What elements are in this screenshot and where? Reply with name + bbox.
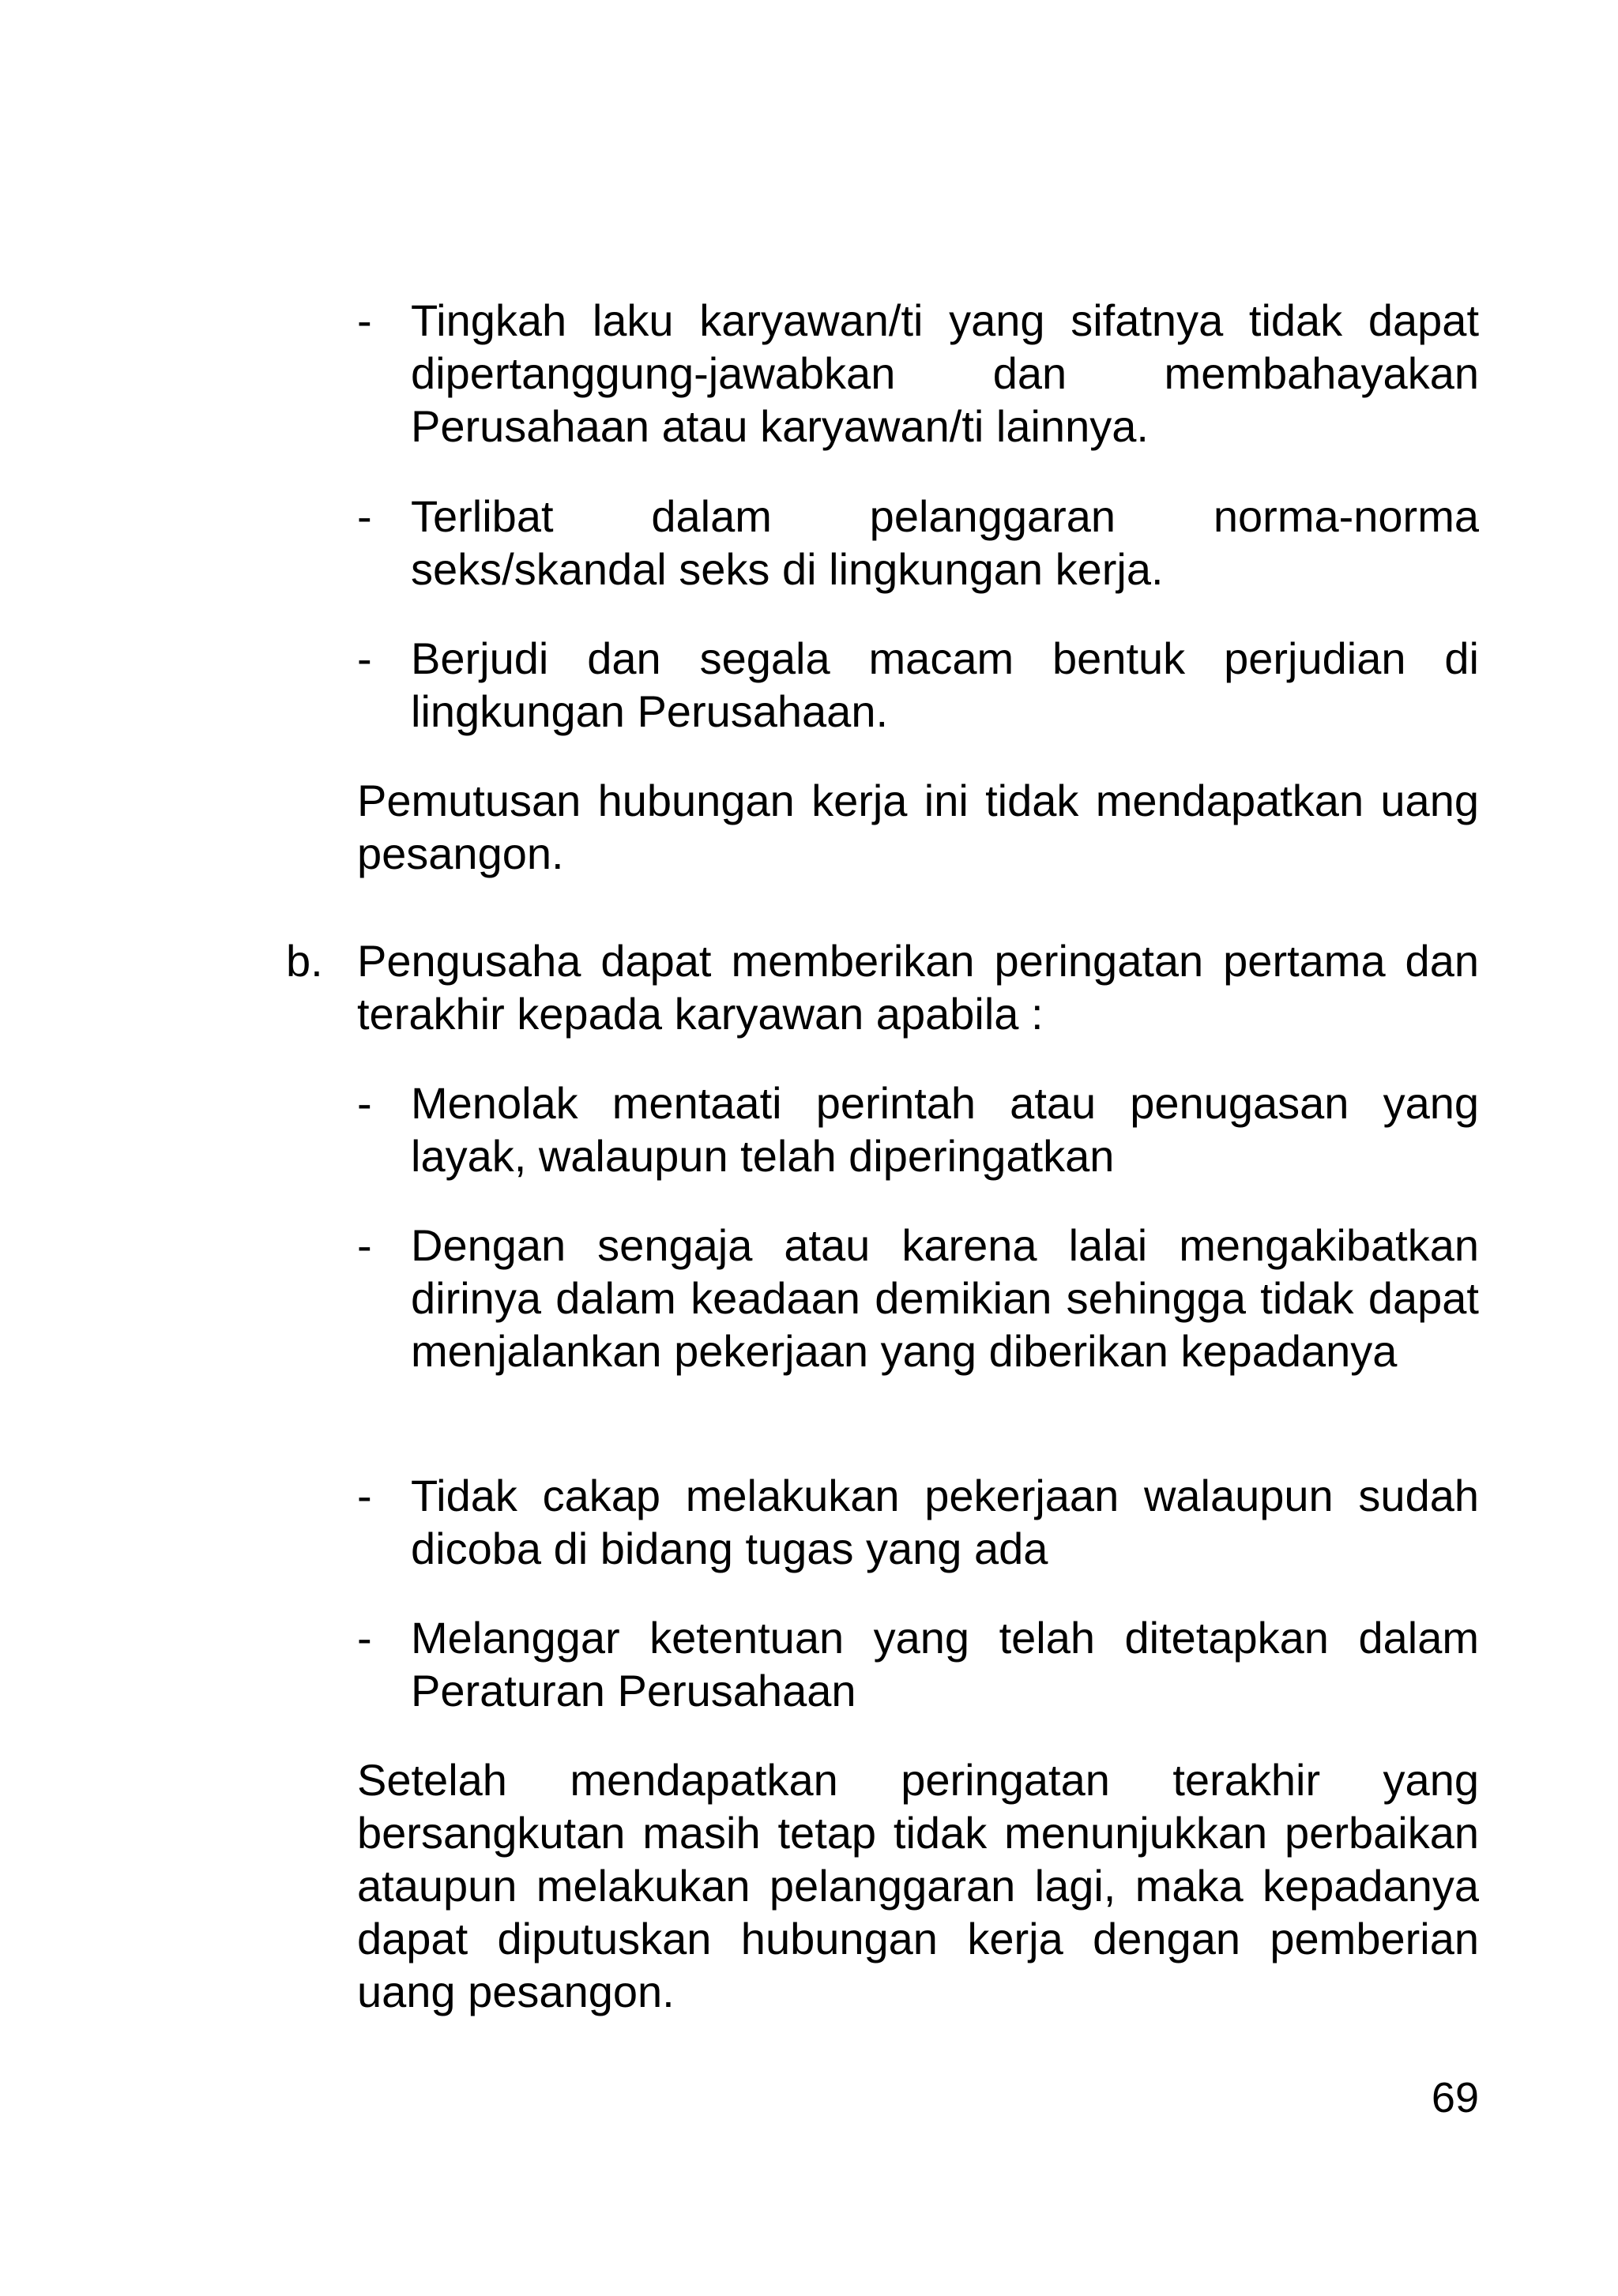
bullet-text: Dengan sengaja atau karena lalai mengakibatkan dirinya dalam keadaan demikian sehingga tidak dapat menjalankan pekerjaan yang diberikan kepadanya (411, 1220, 1479, 1376)
bullet-item (357, 1469, 1479, 1575)
warning-note: Setelah mendapatkan peringatan terakhir yang bersangkutan masih tetap tidak menunjukkan perbaikan ataupun melakukan pelanggaran lagi, maka kepadanya dapat diputuskan hubungan kerja dengan pemberian uang pesangon. (357, 1755, 1479, 2016)
bullet-dash: - (357, 1078, 372, 1128)
bullet-item (357, 1219, 1479, 1377)
bullet-dash: - (357, 295, 372, 345)
bullet-item (357, 1077, 1479, 1182)
bullet-item (357, 1611, 1479, 1717)
list-item-b (286, 934, 1479, 1040)
bullet-text: Berjudi dan segala macam bentuk perjudian di lingkungan Perusahaan. (411, 633, 1479, 736)
bullet-dash: - (357, 1613, 372, 1663)
bullet-item (357, 632, 1479, 738)
bullet-dash: - (357, 1220, 372, 1270)
list-item-text: Pengusaha dapat memberikan peringatan pertama dan terakhir kepada karyawan apabila : (357, 936, 1479, 1039)
bullet-item (357, 490, 1479, 596)
bullet-text: Terlibat dalam pelanggaran norma-norma seks/skandal seks di lingkungan kerja. (411, 491, 1479, 594)
bullet-text: Menolak mentaati perintah atau penugasan yang layak, walaupun telah diperingatkan (411, 1078, 1479, 1181)
bullet-text: Melanggar ketentuan yang telah ditetapkan dalam Peraturan Perusahaan (411, 1613, 1479, 1715)
bullet-dash: - (357, 1471, 372, 1520)
bullet-item (357, 294, 1479, 453)
severance-note: Pemutusan hubungan kerja ini tidak mendapatkan uang pesangon. (357, 776, 1479, 878)
bullet-dash: - (357, 491, 372, 541)
bullet-text: Tidak cakap melakukan pekerjaan walaupun sudah dicoba di bidang tugas yang ada (411, 1471, 1479, 1573)
bullet-text: Tingkah laku karyawan/ti yang sifatnya tidak dapat dipertanggung-jawabkan dan membahayakan Perusahaan atau karyawan/ti lainnya. (411, 295, 1479, 451)
list-marker: b. (286, 936, 323, 986)
bullet-dash: - (357, 633, 372, 683)
page-number: 69 (1431, 2074, 1479, 2121)
